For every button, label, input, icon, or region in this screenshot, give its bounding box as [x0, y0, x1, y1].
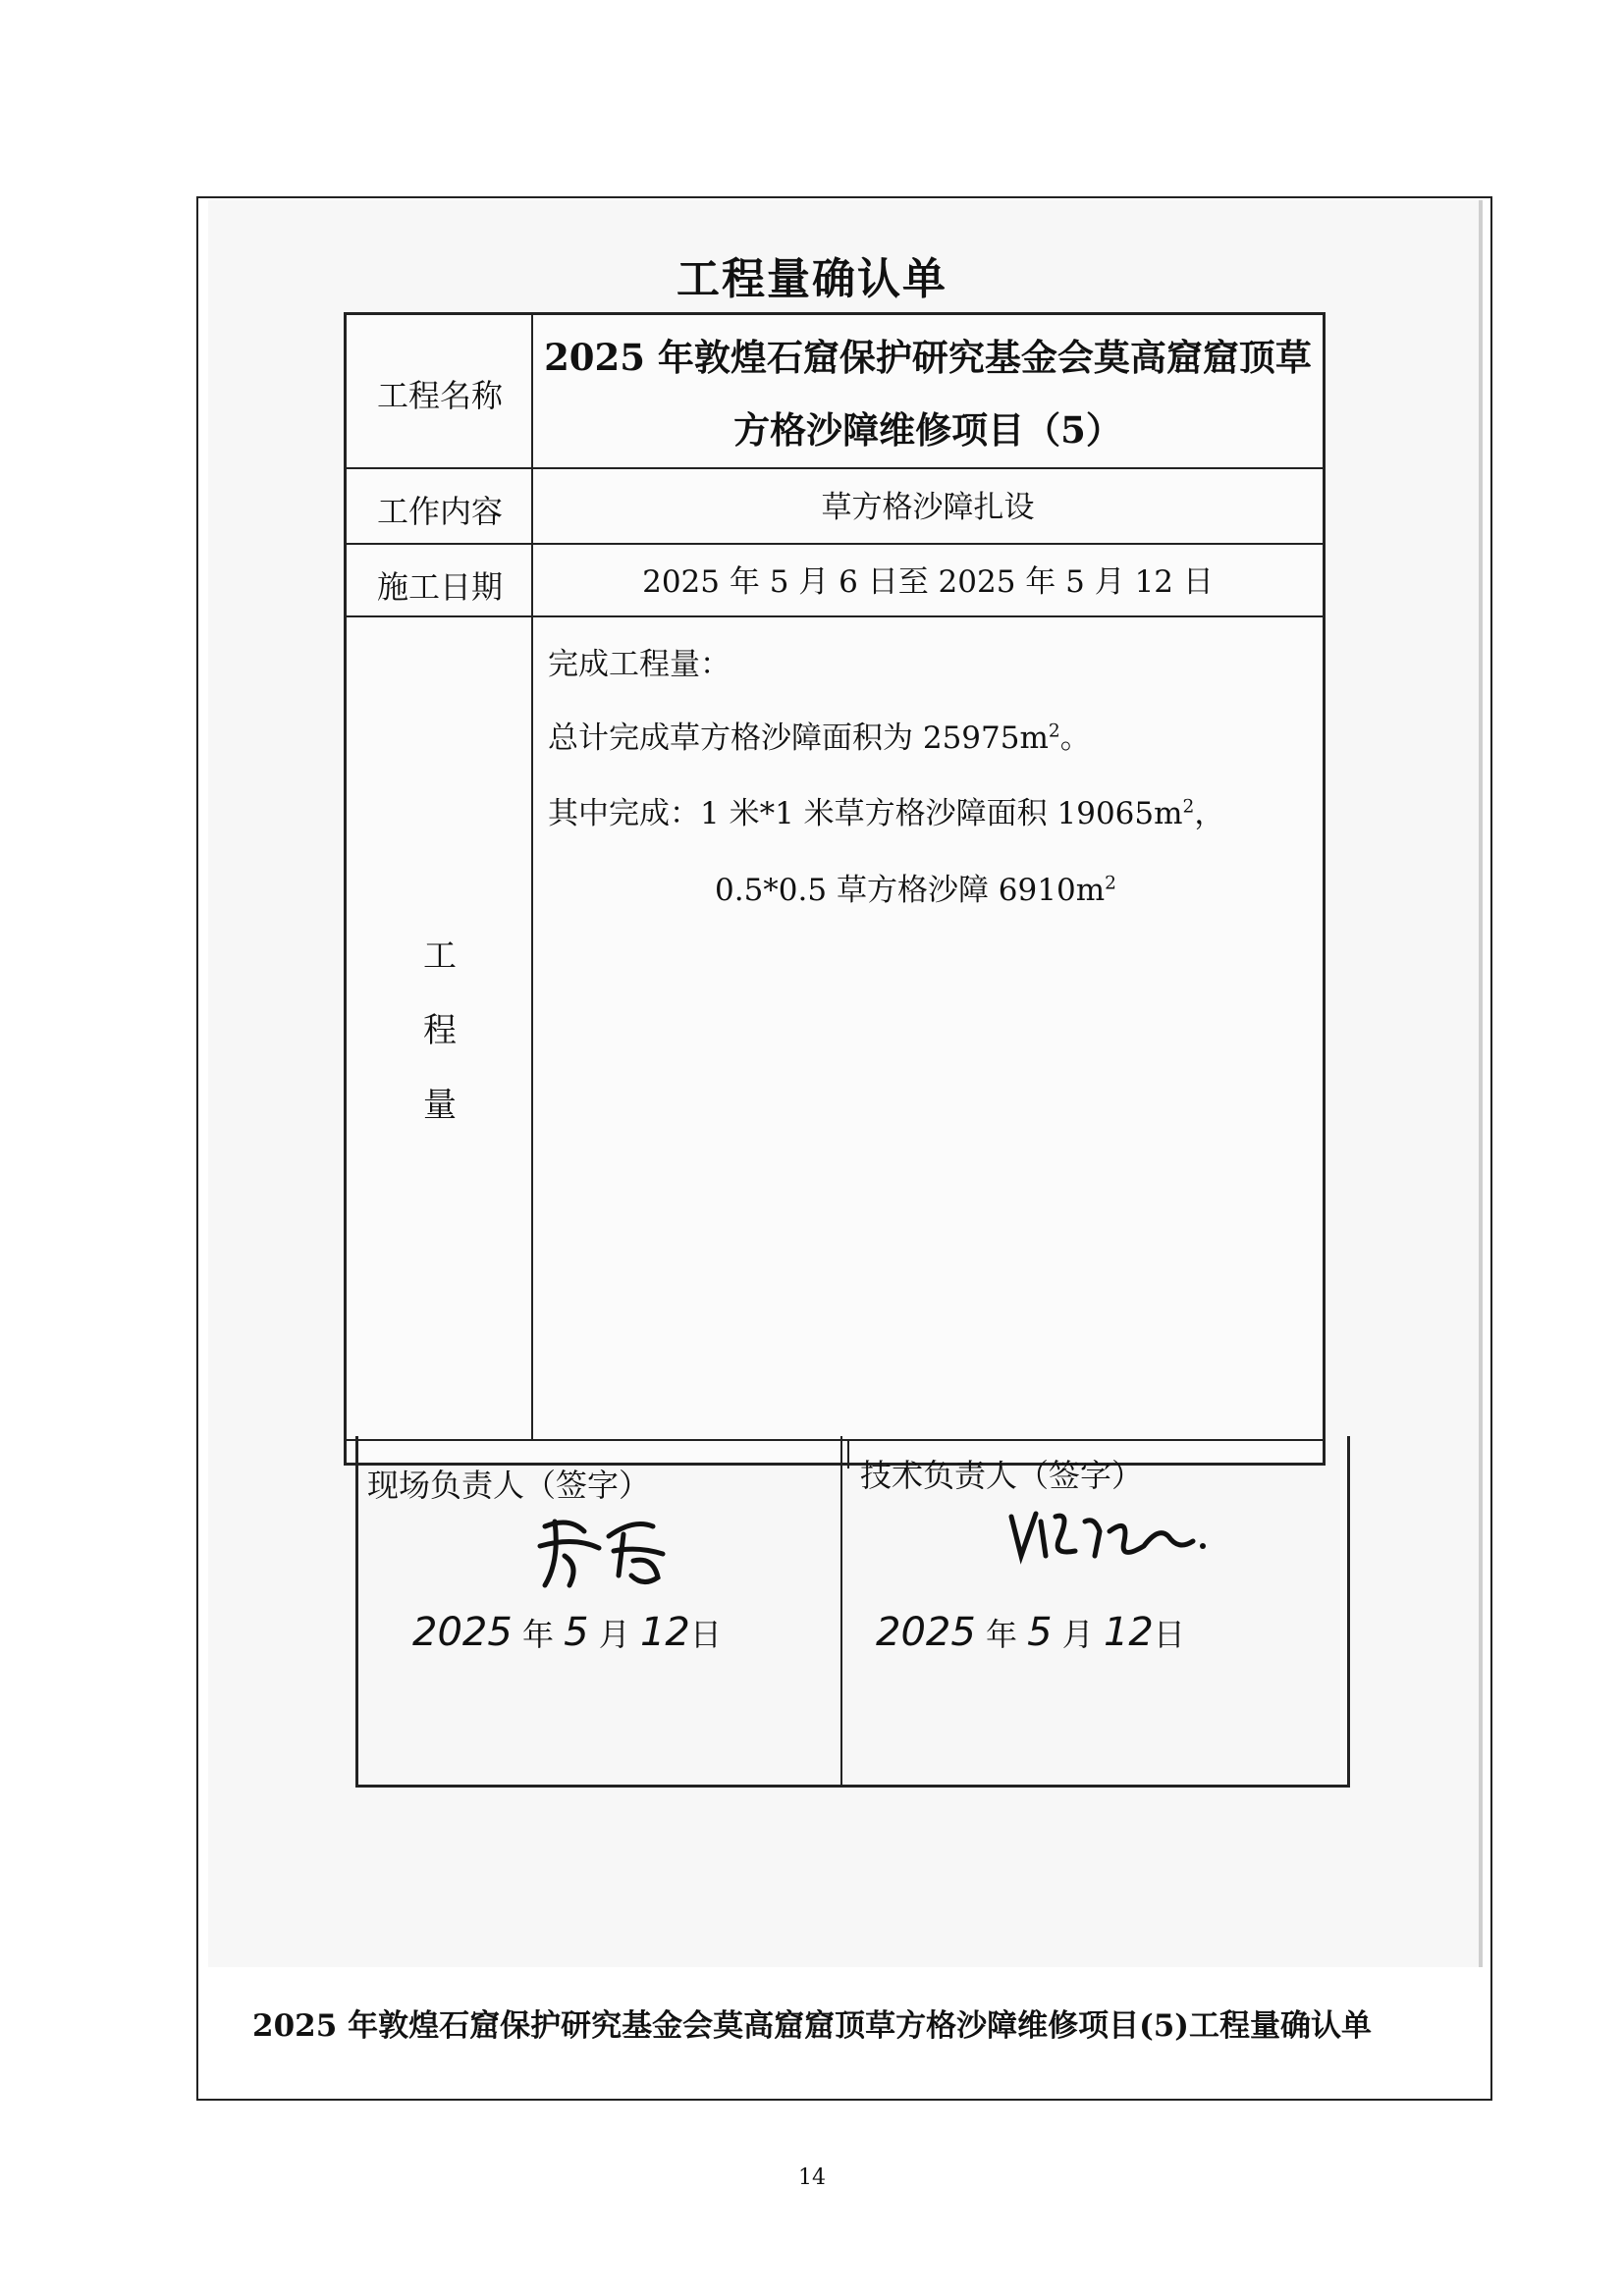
quantity-label-char-3: 量 — [423, 1086, 457, 1125]
form-title: 工程量确认单 — [677, 254, 947, 304]
project-name-line-1: 2025 年敦煌石窟保护研究基金会莫高窟窟顶草 — [544, 336, 1312, 379]
document-caption: 2025 年敦煌石窟保护研究基金会莫高窟窟顶草方格沙障维修项目(5)工程量确认单 — [252, 2008, 1372, 2044]
page-number: 14 — [798, 2165, 826, 2190]
row-divider — [347, 615, 1323, 617]
site-manager-signature — [515, 1507, 702, 1595]
project-name-line-2: 方格沙障维修项目（5） — [733, 408, 1122, 452]
row-divider — [347, 543, 1323, 545]
tech-manager-label: 技术负责人（签字） — [860, 1457, 1144, 1494]
row-divider — [347, 467, 1323, 469]
tech-manager-date: 2025 年 5 月 12日 — [876, 1610, 1185, 1655]
tech-manager-signature — [1001, 1502, 1208, 1571]
date-value: 2025 年 5 月 6 日至 2025 年 5 月 12 日 — [642, 564, 1214, 600]
project-name-label: 工程名称 — [376, 377, 503, 414]
quantity-label-char-1: 工 — [423, 936, 457, 976]
site-manager-label: 现场负责人（签字） — [367, 1467, 651, 1504]
quantity-detail-1: 其中完成：1 米*1 米草方格沙障面积 $19065m^2$， — [548, 796, 1225, 831]
quantity-label-char-2: 程 — [423, 1011, 457, 1050]
work-content-label: 工作内容 — [376, 493, 503, 530]
site-manager-date: 2025 年 5 月 12日 — [412, 1610, 722, 1655]
quantity-total: 总计完成草方格沙障面积为 $25975m^2$。 — [548, 721, 1091, 756]
signature-divider — [840, 1436, 842, 1788]
work-content-value: 草方格沙障扎设 — [821, 490, 1035, 525]
quantity-heading: 完成工程量： — [548, 647, 731, 682]
confirmation-table — [344, 312, 1326, 1466]
date-label: 施工日期 — [376, 568, 503, 606]
scan-edge — [1479, 200, 1483, 1967]
quantity-detail-2: 0.5*0.5 草方格沙障 $6910m^2$ — [715, 873, 1116, 908]
